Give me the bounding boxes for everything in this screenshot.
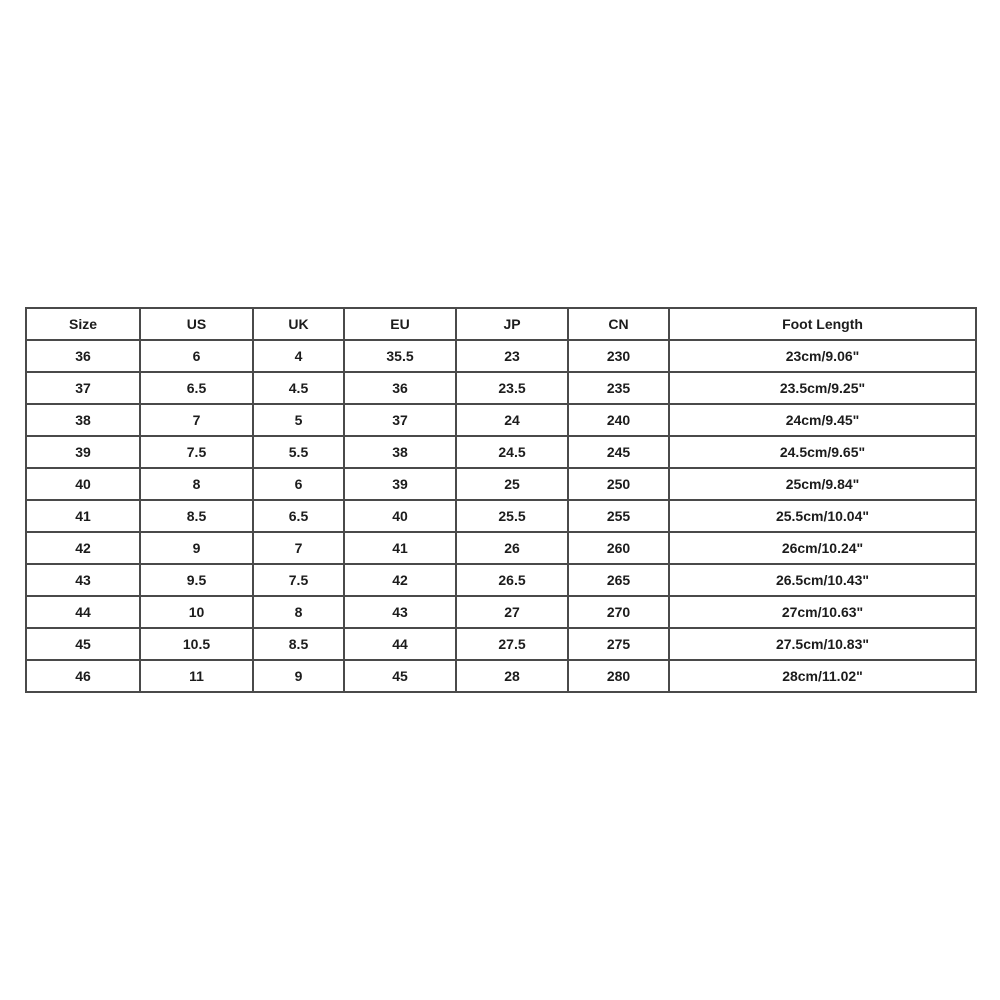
cell-cn: 245 <box>568 436 669 468</box>
cell-us: 7.5 <box>140 436 253 468</box>
cell-cn: 270 <box>568 596 669 628</box>
table-row <box>26 564 976 596</box>
cell-us: 9.5 <box>140 564 253 596</box>
cell-eu: 45 <box>344 660 456 692</box>
cell-jp: 27.5 <box>456 628 568 660</box>
cell-foot-length: 27.5cm/10.83" <box>669 628 976 660</box>
table-row <box>26 628 976 660</box>
cell-size: 38 <box>26 404 140 436</box>
column-header-size: Size <box>26 308 140 340</box>
cell-eu: 37 <box>344 404 456 436</box>
cell-us: 9 <box>140 532 253 564</box>
cell-size: 40 <box>26 468 140 500</box>
column-header-jp: JP <box>456 308 568 340</box>
cell-cn: 280 <box>568 660 669 692</box>
cell-jp: 26 <box>456 532 568 564</box>
cell-us: 6 <box>140 340 253 372</box>
cell-jp: 24.5 <box>456 436 568 468</box>
column-header-eu: EU <box>344 308 456 340</box>
cell-eu: 38 <box>344 436 456 468</box>
cell-cn: 240 <box>568 404 669 436</box>
cell-eu: 42 <box>344 564 456 596</box>
table-row <box>26 596 976 628</box>
cell-us: 11 <box>140 660 253 692</box>
cell-jp: 23 <box>456 340 568 372</box>
cell-uk: 7.5 <box>253 564 344 596</box>
cell-foot-length: 25cm/9.84" <box>669 468 976 500</box>
table-row <box>26 404 976 436</box>
size-chart-body <box>26 308 976 692</box>
cell-eu: 39 <box>344 468 456 500</box>
cell-foot-length: 27cm/10.63" <box>669 596 976 628</box>
cell-size: 37 <box>26 372 140 404</box>
cell-cn: 250 <box>568 468 669 500</box>
cell-size: 43 <box>26 564 140 596</box>
cell-us: 7 <box>140 404 253 436</box>
cell-cn: 235 <box>568 372 669 404</box>
cell-us: 10.5 <box>140 628 253 660</box>
column-header-foot-length: Foot Length <box>669 308 976 340</box>
cell-foot-length: 24.5cm/9.65" <box>669 436 976 468</box>
cell-jp: 28 <box>456 660 568 692</box>
column-header-uk: UK <box>253 308 344 340</box>
cell-uk: 5.5 <box>253 436 344 468</box>
cell-uk: 8 <box>253 596 344 628</box>
table-row <box>26 340 976 372</box>
header-row <box>26 308 976 340</box>
cell-cn: 275 <box>568 628 669 660</box>
cell-foot-length: 24cm/9.45" <box>669 404 976 436</box>
cell-size: 41 <box>26 500 140 532</box>
cell-jp: 27 <box>456 596 568 628</box>
cell-foot-length: 26.5cm/10.43" <box>669 564 976 596</box>
cell-us: 6.5 <box>140 372 253 404</box>
cell-foot-length: 25.5cm/10.04" <box>669 500 976 532</box>
size-chart-table <box>25 307 977 693</box>
cell-cn: 265 <box>568 564 669 596</box>
cell-size: 44 <box>26 596 140 628</box>
cell-uk: 9 <box>253 660 344 692</box>
cell-uk: 6 <box>253 468 344 500</box>
cell-eu: 40 <box>344 500 456 532</box>
cell-eu: 44 <box>344 628 456 660</box>
cell-foot-length: 28cm/11.02" <box>669 660 976 692</box>
cell-eu: 41 <box>344 532 456 564</box>
cell-size: 45 <box>26 628 140 660</box>
cell-jp: 25 <box>456 468 568 500</box>
column-header-cn: CN <box>568 308 669 340</box>
column-header-us: US <box>140 308 253 340</box>
cell-us: 8 <box>140 468 253 500</box>
cell-foot-length: 23.5cm/9.25" <box>669 372 976 404</box>
cell-foot-length: 26cm/10.24" <box>669 532 976 564</box>
table-row <box>26 660 976 692</box>
cell-size: 42 <box>26 532 140 564</box>
cell-jp: 24 <box>456 404 568 436</box>
cell-uk: 4.5 <box>253 372 344 404</box>
cell-size: 39 <box>26 436 140 468</box>
cell-eu: 43 <box>344 596 456 628</box>
table-row <box>26 436 976 468</box>
cell-us: 8.5 <box>140 500 253 532</box>
cell-eu: 35.5 <box>344 340 456 372</box>
table-row <box>26 500 976 532</box>
table-row <box>26 468 976 500</box>
cell-jp: 25.5 <box>456 500 568 532</box>
cell-cn: 230 <box>568 340 669 372</box>
cell-uk: 8.5 <box>253 628 344 660</box>
cell-jp: 26.5 <box>456 564 568 596</box>
cell-uk: 5 <box>253 404 344 436</box>
cell-uk: 4 <box>253 340 344 372</box>
table-row <box>26 372 976 404</box>
cell-us: 10 <box>140 596 253 628</box>
cell-eu: 36 <box>344 372 456 404</box>
cell-uk: 7 <box>253 532 344 564</box>
cell-size: 36 <box>26 340 140 372</box>
table-row <box>26 532 976 564</box>
cell-size: 46 <box>26 660 140 692</box>
cell-jp: 23.5 <box>456 372 568 404</box>
cell-uk: 6.5 <box>253 500 344 532</box>
cell-foot-length: 23cm/9.06" <box>669 340 976 372</box>
cell-cn: 255 <box>568 500 669 532</box>
cell-cn: 260 <box>568 532 669 564</box>
